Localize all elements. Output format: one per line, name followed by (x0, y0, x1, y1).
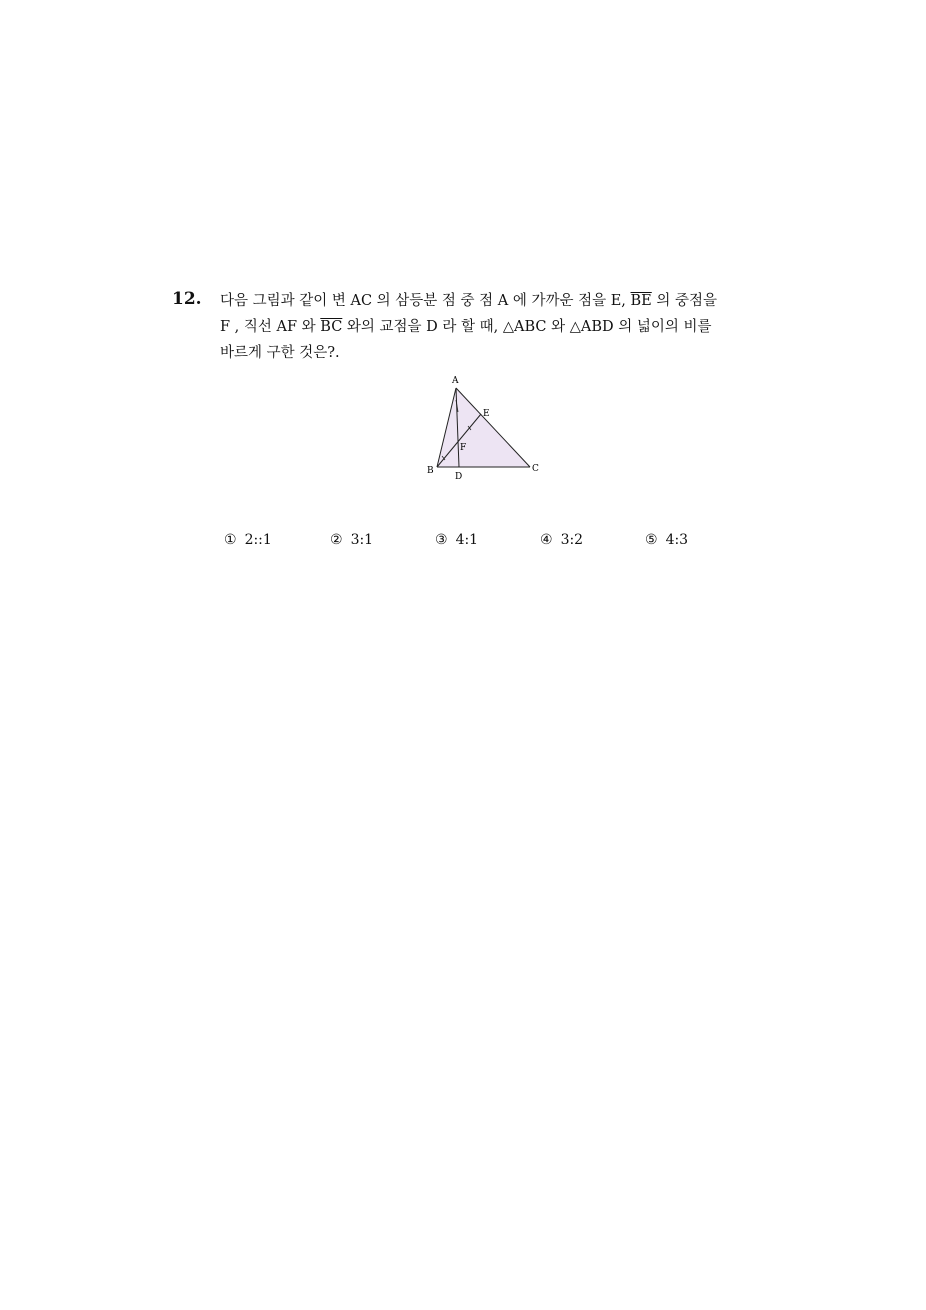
label-c: C (532, 464, 539, 474)
question-text (220, 288, 760, 366)
question-line (220, 288, 760, 314)
problem-number: 12. (172, 289, 202, 309)
choice-marker: ① (224, 532, 237, 548)
segment-be: $\overline{BE}$ (630, 293, 652, 309)
choice-marker: ③ (435, 532, 448, 548)
question-text-part: 바르게 구한 것은?. (220, 345, 340, 361)
label-f: F (460, 443, 467, 453)
label-a: A (452, 376, 459, 386)
choice-2[interactable] (330, 532, 373, 548)
question-line (220, 340, 760, 366)
question-text-part: 의 중점을 (651, 293, 718, 309)
choice-text: 2::1 (244, 532, 272, 548)
question-text-part: 와의 교점을 D 라 할 때, △ABC 와 △ABD 의 넓이의 비를 (342, 319, 712, 335)
choice-text: 3:2 (560, 532, 584, 548)
triangle-abc-fill (437, 388, 530, 467)
choice-text: 3:1 (350, 532, 374, 548)
question-text-part: F , 직선 AF 와 (220, 319, 321, 335)
choice-1[interactable] (224, 532, 272, 548)
label-d: D (455, 472, 463, 482)
question-text-part: 다음 그림과 같이 변 AC 의 삼등분 점 중 점 A 에 가까운 점을 E, (220, 293, 631, 309)
question-line (220, 314, 760, 340)
choice-3[interactable] (435, 532, 478, 548)
choice-text: 4:3 (665, 532, 689, 548)
segment-bc: $\overline{BC}$ (320, 319, 343, 335)
label-b: B (427, 466, 434, 476)
choice-5[interactable] (645, 532, 688, 548)
triangle-figure (420, 372, 550, 484)
choice-4[interactable] (540, 532, 583, 548)
choice-marker: ⑤ (645, 532, 658, 548)
choice-marker: ② (330, 532, 343, 548)
choice-text: 4:1 (455, 532, 479, 548)
choice-marker: ④ (540, 532, 553, 548)
label-e: E (483, 409, 490, 419)
